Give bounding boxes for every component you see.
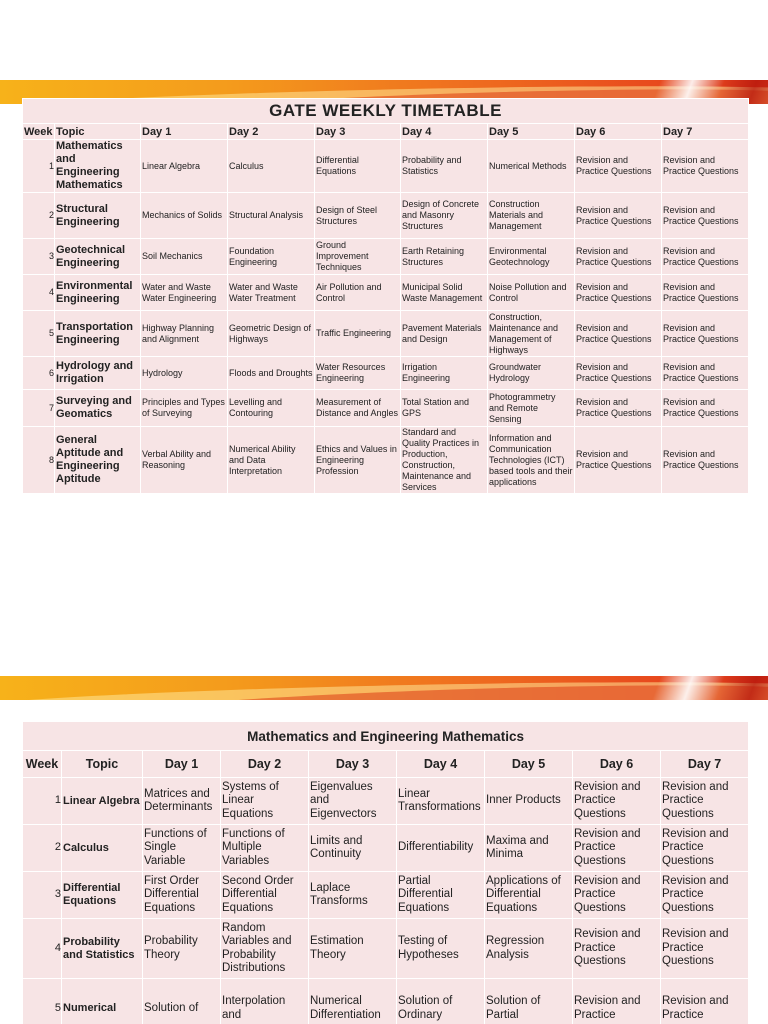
table-row (23, 357, 749, 390)
day-4-cell: Probability and Statistics (401, 140, 488, 193)
day-1-cell: Principles and Types of Surveying (141, 390, 228, 427)
day-3-cell: Traffic Engineering (315, 311, 401, 357)
day-5-cell: Regression Analysis (485, 919, 573, 979)
day-6-cell: Revision and Practice Questions (575, 311, 662, 357)
day-2-cell: Systems of Linear Equations (221, 778, 309, 825)
day-1-cell: Probability Theory (143, 919, 221, 979)
weekly-timetable (22, 98, 749, 494)
day-6-cell: Revision and Practice Questions (573, 778, 661, 825)
topic-cell: Numerical (62, 979, 143, 1024)
day-7-cell: Revision and Practice Questions (661, 825, 749, 872)
math-timetable (22, 721, 749, 1024)
week-number: 3 (23, 872, 62, 919)
header-day-1: Day 1 (143, 751, 221, 778)
timetable-title: GATE WEEKLY TIMETABLE (23, 99, 749, 124)
table-row (23, 311, 749, 357)
week-number: 4 (23, 275, 55, 311)
day-3-cell: Differential Equations (315, 140, 401, 193)
week-number: 3 (23, 239, 55, 275)
day-3-cell: Design of Steel Structures (315, 193, 401, 239)
table-row (23, 825, 749, 872)
day-6-cell: Revision and Practice Questions (575, 193, 662, 239)
slide-2 (0, 676, 768, 1024)
day-4-cell: Total Station and GPS (401, 390, 488, 427)
week-number: 2 (23, 193, 55, 239)
day-4-cell: Standard and Quality Practices in Production, Construction, Maintenance and Services (401, 427, 488, 494)
table-row (23, 427, 749, 494)
day-3-cell: Laplace Transforms (309, 872, 397, 919)
header-day-7: Day 7 (662, 124, 749, 140)
topic-cell: Linear Algebra (62, 778, 143, 825)
day-4-cell: Testing of Hypotheses (397, 919, 485, 979)
week-number: 2 (23, 825, 62, 872)
header-day-3: Day 3 (315, 124, 401, 140)
week-number: 6 (23, 357, 55, 390)
header-row (23, 124, 749, 140)
topic-cell: Transportation Engineering (55, 311, 141, 357)
topic-cell: Geotechnical Engineering (55, 239, 141, 275)
day-6-cell: Revision and Practice Questions (575, 275, 662, 311)
day-2-cell: Calculus (228, 140, 315, 193)
day-1-cell: Matrices and Determinants (143, 778, 221, 825)
day-4-cell: Irrigation Engineering (401, 357, 488, 390)
day-5-cell: Numerical Methods (488, 140, 575, 193)
day-2-cell: Interpolation and (221, 979, 309, 1024)
day-6-cell: Revision and Practice Questions (575, 427, 662, 494)
day-5-cell: Inner Products (485, 778, 573, 825)
table-row (23, 919, 749, 979)
day-3-cell: Eigenvalues and Eigenvectors (309, 778, 397, 825)
week-number: 7 (23, 390, 55, 427)
header-week: Week (24, 125, 53, 138)
topic-cell: Structural Engineering (55, 193, 141, 239)
week-number: 8 (23, 427, 55, 494)
day-6-cell: Revision and Practice Questions (575, 357, 662, 390)
day-7-cell: Revision and Practice Questions (661, 872, 749, 919)
header-row (23, 751, 749, 778)
header-topic: Topic (55, 124, 141, 140)
table-row (23, 778, 749, 825)
day-1-cell: Soil Mechanics (141, 239, 228, 275)
table-row (23, 979, 749, 1024)
day-4-cell: Solution of Ordinary (397, 979, 485, 1024)
day-6-cell: Revision and Practice Questions (573, 872, 661, 919)
day-1-cell: Linear Algebra (141, 140, 228, 193)
day-2-cell: Floods and Droughts (228, 357, 315, 390)
day-7-cell: Revision and Practice Questions (662, 193, 749, 239)
topic-cell: Probability and Statistics (62, 919, 143, 979)
topic-cell: Mathematics and Engineering Mathematics (55, 140, 141, 193)
day-5-cell: Maxima and Minima (485, 825, 573, 872)
day-1-cell: Verbal Ability and Reasoning (141, 427, 228, 494)
day-5-cell: Applications of Differential Equations (485, 872, 573, 919)
day-4-cell: Pavement Materials and Design (401, 311, 488, 357)
topic-cell: Surveying and Geomatics (55, 390, 141, 427)
table-row (23, 872, 749, 919)
day-6-cell: Revision and Practice (573, 979, 661, 1024)
header-day-6: Day 6 (575, 124, 662, 140)
week-number: 5 (23, 311, 55, 357)
day-2-cell: Structural Analysis (228, 193, 315, 239)
day-7-cell: Revision and Practice Questions (662, 275, 749, 311)
day-7-cell: Revision and Practice Questions (662, 390, 749, 427)
day-5-cell: Construction, Maintenance and Management of Highways (488, 311, 575, 357)
day-6-cell: Revision and Practice Questions (575, 140, 662, 193)
week-number: 4 (23, 919, 62, 979)
topic-cell: Differential Equations (62, 872, 143, 919)
day-5-cell: Solution of Partial (485, 979, 573, 1024)
day-2-cell: Foundation Engineering (228, 239, 315, 275)
day-5-cell: Information and Communication Technologies (ICT) based tools and their applications (488, 427, 575, 494)
header-day-4: Day 4 (401, 124, 488, 140)
day-7-cell: Revision and Practice Questions (661, 778, 749, 825)
day-5-cell: Environmental Geotechnology (488, 239, 575, 275)
day-1-cell: Water and Waste Water Engineering (141, 275, 228, 311)
table-row (23, 390, 749, 427)
header-day-5: Day 5 (485, 751, 573, 778)
day-7-cell: Revision and Practice Questions (662, 140, 749, 193)
day-3-cell: Limits and Continuity (309, 825, 397, 872)
header-week: Week (23, 751, 62, 778)
header-day-2: Day 2 (228, 124, 315, 140)
day-3-cell: Measurement of Distance and Angles (315, 390, 401, 427)
topic-cell: General Aptitude and Engineering Aptitude (55, 427, 141, 494)
day-2-cell: Functions of Multiple Variables (221, 825, 309, 872)
header-day-4: Day 4 (397, 751, 485, 778)
day-3-cell: Numerical Differentiation (309, 979, 397, 1024)
math-timetable-title: Mathematics and Engineering Mathematics (23, 722, 749, 751)
table-row (23, 140, 749, 193)
day-4-cell: Partial Differential Equations (397, 872, 485, 919)
day-5-cell: Groundwater Hydrology (488, 357, 575, 390)
day-5-cell: Noise Pollution and Control (488, 275, 575, 311)
day-2-cell: Levelling and Contouring (228, 390, 315, 427)
topic-cell: Environmental Engineering (55, 275, 141, 311)
week-number: 5 (23, 979, 62, 1024)
day-4-cell: Design of Concrete and Masonry Structures (401, 193, 488, 239)
table-row (23, 275, 749, 311)
day-7-cell: Revision and Practice Questions (662, 427, 749, 494)
day-6-cell: Revision and Practice Questions (573, 825, 661, 872)
timetable-container (22, 98, 748, 494)
day-4-cell: Linear Transformations (397, 778, 485, 825)
day-6-cell: Revision and Practice Questions (575, 390, 662, 427)
header-day-3: Day 3 (309, 751, 397, 778)
table-row (23, 193, 749, 239)
day-1-cell: First Order Differential Equations (143, 872, 221, 919)
topic-cell: Calculus (62, 825, 143, 872)
day-2-cell: Geometric Design of Highways (228, 311, 315, 357)
day-4-cell: Earth Retaining Structures (401, 239, 488, 275)
day-7-cell: Revision and Practice Questions (662, 357, 749, 390)
day-1-cell: Highway Planning and Alignment (141, 311, 228, 357)
timetable-body (23, 140, 749, 494)
math-timetable-container (22, 721, 748, 1024)
day-4-cell: Municipal Solid Waste Management (401, 275, 488, 311)
week-number: 1 (23, 778, 62, 825)
header-topic: Topic (62, 751, 143, 778)
day-5-cell: Photogrammetry and Remote Sensing (488, 390, 575, 427)
day-1-cell: Solution of (143, 979, 221, 1024)
header-day-7: Day 7 (661, 751, 749, 778)
table-row (23, 239, 749, 275)
day-2-cell: Water and Waste Water Treatment (228, 275, 315, 311)
day-1-cell: Functions of Single Variable (143, 825, 221, 872)
day-3-cell: Ethics and Values in Engineering Profession (315, 427, 401, 494)
header-day-5: Day 5 (488, 124, 575, 140)
header-day-1: Day 1 (141, 124, 228, 140)
day-2-cell: Second Order Differential Equations (221, 872, 309, 919)
week-number: 1 (23, 140, 55, 193)
day-1-cell: Hydrology (141, 357, 228, 390)
header-day-6: Day 6 (573, 751, 661, 778)
day-3-cell: Water Resources Engineering (315, 357, 401, 390)
day-7-cell: Revision and Practice Questions (661, 919, 749, 979)
day-3-cell: Air Pollution and Control (315, 275, 401, 311)
day-6-cell: Revision and Practice Questions (575, 239, 662, 275)
header-day-2: Day 2 (221, 751, 309, 778)
topic-cell: Hydrology and Irrigation (55, 357, 141, 390)
day-4-cell: Differentiability (397, 825, 485, 872)
day-3-cell: Estimation Theory (309, 919, 397, 979)
day-5-cell: Construction Materials and Management (488, 193, 575, 239)
day-2-cell: Random Variables and Probability Distributions (221, 919, 309, 979)
day-3-cell: Ground Improvement Techniques (315, 239, 401, 275)
slide-banner-decoration (0, 676, 768, 700)
day-2-cell: Numerical Ability and Data Interpretation (228, 427, 315, 494)
day-7-cell: Revision and Practice Questions (662, 239, 749, 275)
day-7-cell: Revision and Practice Questions (662, 311, 749, 357)
day-7-cell: Revision and Practice (661, 979, 749, 1024)
day-1-cell: Mechanics of Solids (141, 193, 228, 239)
day-6-cell: Revision and Practice Questions (573, 919, 661, 979)
math-timetable-body (23, 778, 749, 1024)
